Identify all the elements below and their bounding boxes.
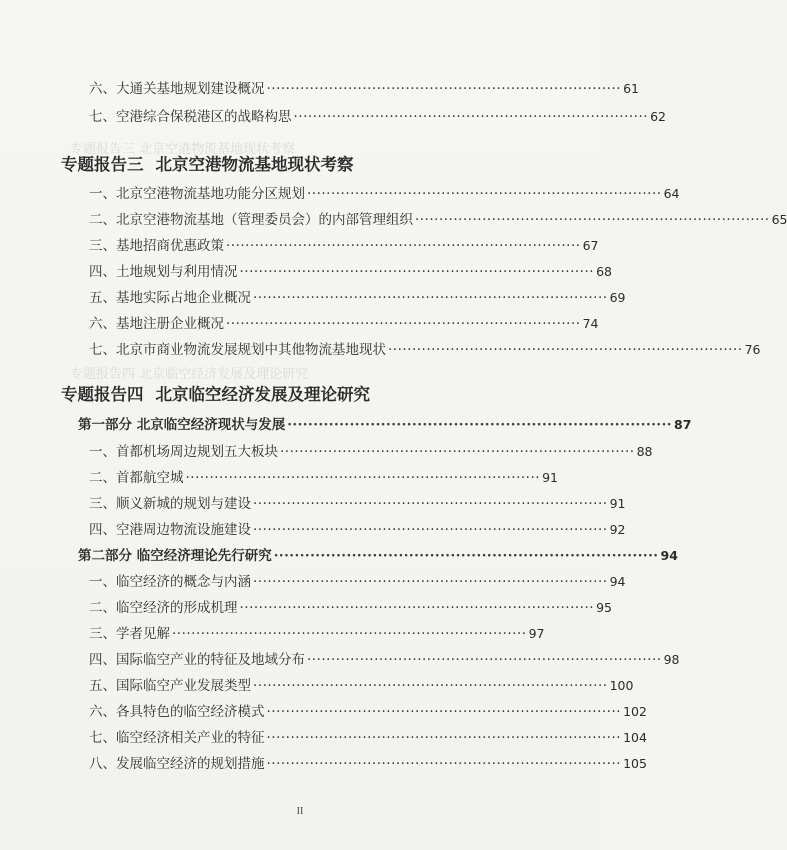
leader-dots: ·········································································· [253,522,608,538]
toc-entry-page: 97 [528,626,545,641]
leader-dots: ·········································································· [266,756,622,772]
toc-entry-title: 七、空港综合保税港区的战略构思 [89,109,292,125]
report-number: 专题报告四 [61,385,144,404]
leader-dots: ·········································································· [307,652,662,668]
toc-entry-page: 68 [596,264,612,279]
toc-entry-title: 五、国际临空产业发展类型 [89,678,251,694]
toc-entry[interactable] [89,108,666,126]
toc-entry[interactable] [89,237,599,255]
leader-dots: ·········································································· [226,316,581,332]
toc-entry[interactable] [89,521,626,539]
toc-entry-title: 一、临空经济的概念与内涵 [89,574,251,590]
toc-entry[interactable] [89,703,647,721]
toc-entry[interactable] [89,625,545,643]
toc-entry-page: 94 [660,548,678,563]
toc-entry-title: 一、北京空港物流基地功能分区规划 [89,186,305,202]
report-title: 北京空港物流基地现状考察 [155,155,354,174]
report-number: 专题报告三 [61,155,144,174]
toc-entry-title: 四、空港周边物流设施建设 [89,522,251,538]
report-title: 北京临空经济发展及理论研究 [155,385,370,404]
toc-entry-page: 87 [674,417,692,432]
leader-dots: ·········································································· [266,730,622,746]
toc-entry[interactable] [89,755,647,773]
toc-entry-page: 62 [650,109,666,124]
toc-entry-title: 三、基地招商优惠政策 [89,238,224,254]
toc-entry-title: 二、临空经济的形成机理 [89,600,238,616]
toc-entry-title: 六、大通关基地规划建设概况 [89,81,265,97]
toc-entry[interactable] [89,263,612,281]
leader-dots: ·········································································· [307,186,662,202]
toc-entry[interactable] [89,677,634,695]
toc-entry-title: 六、各具特色的临空经济模式 [89,704,265,720]
toc-entry-page: 67 [582,238,599,253]
toc-entry-page: 64 [663,186,680,201]
toc-entry-page: 61 [623,81,639,96]
toc-entry-page: 95 [596,600,612,615]
leader-dots: ·········································································· [287,417,672,433]
toc-entry-title: 七、北京市商业物流发展规划中其他物流基地现状 [89,342,386,358]
toc-entry[interactable] [89,289,626,307]
leader-dots: ·········································································· [280,444,635,460]
toc-entry-title: 五、基地实际占地企业概况 [89,290,251,306]
toc-entry-page: 91 [609,496,626,511]
leader-dots: ·········································································· [239,600,595,616]
toc-entry[interactable] [89,185,680,203]
leader-dots: ·········································································· [266,704,622,720]
leader-dots: ·········································································· [253,574,608,590]
toc-entry-title: 一、首都机场周边规划五大板块 [89,444,278,460]
toc-entry-page: 98 [663,652,680,667]
toc-part-title: 第二部分 临空经济理论先行研究 [78,548,272,564]
toc-entry-title: 二、北京空港物流基地（管理委员会）的内部管理组织 [89,212,413,228]
leader-dots: ·········································································· [388,342,743,358]
toc-entry[interactable] [89,495,626,513]
toc-entry-page: 102 [623,704,647,719]
toc-entry[interactable] [89,443,653,461]
toc-entry[interactable] [89,315,599,333]
leader-dots: ·········································································· [293,109,649,125]
report-heading[interactable] [61,385,370,405]
toc-entry-page: 76 [744,342,761,357]
toc-entry-title: 四、国际临空产业的特征及地域分布 [89,652,305,668]
toc-entry-title: 八、发展临空经济的规划措施 [89,756,265,772]
toc-part-title: 第一部分 北京临空经济现状与发展 [78,417,286,433]
leader-dots: ·········································································· [253,678,608,694]
toc-entry-title: 四、土地规划与利用情况 [89,264,238,280]
toc-entry[interactable] [89,341,761,359]
toc-entry-title: 七、临空经济相关产业的特征 [89,730,265,746]
toc-part-entry[interactable] [78,416,692,434]
toc-entry-page: 104 [623,730,647,745]
toc-entry-page: 74 [582,316,599,331]
leader-dots: ·········································································· [239,264,595,280]
page-number: II [296,806,304,817]
toc-entry-page: 65 [771,212,787,227]
toc-entry-page: 88 [636,444,653,459]
toc-entry[interactable] [89,729,647,747]
toc-entry[interactable] [89,651,680,669]
leader-dots: ·········································································· [253,496,608,512]
toc-entry-page: 105 [623,756,647,771]
toc-part-entry[interactable] [78,547,678,565]
show-through-text: 专题报告三 北京空港物流基地现状考察 [70,142,296,157]
leader-dots: ·········································································· [253,290,608,306]
toc-entry-page: 91 [542,470,558,485]
toc-entry[interactable] [89,599,612,617]
show-through-text: 专题报告四 北京临空经济发展及理论研究 [70,367,309,382]
toc-entry-page: 100 [609,678,634,693]
leader-dots: ·········································································· [226,238,581,254]
toc-entry-title: 六、基地注册企业概况 [89,316,224,332]
leader-dots: ·········································································· [172,626,527,642]
leader-dots: ·········································································· [266,81,622,97]
toc-entry-title: 二、首都航空城 [89,470,184,486]
leader-dots: ·········································································· [273,548,659,564]
toc-entry[interactable] [89,573,626,591]
leader-dots: ·········································································· [185,470,541,486]
report-heading[interactable] [61,155,354,175]
leader-dots: ·········································································· [415,212,770,228]
toc-entry-page: 92 [609,522,626,537]
toc-entry-page: 94 [609,574,626,589]
toc-entry-title: 三、学者见解 [89,626,170,642]
toc-entry[interactable] [89,80,639,98]
toc-entry[interactable] [89,469,558,487]
toc-entry-page: 69 [609,290,626,305]
toc-entry-title: 三、顺义新城的规划与建设 [89,496,251,512]
toc-entry[interactable] [89,211,787,229]
